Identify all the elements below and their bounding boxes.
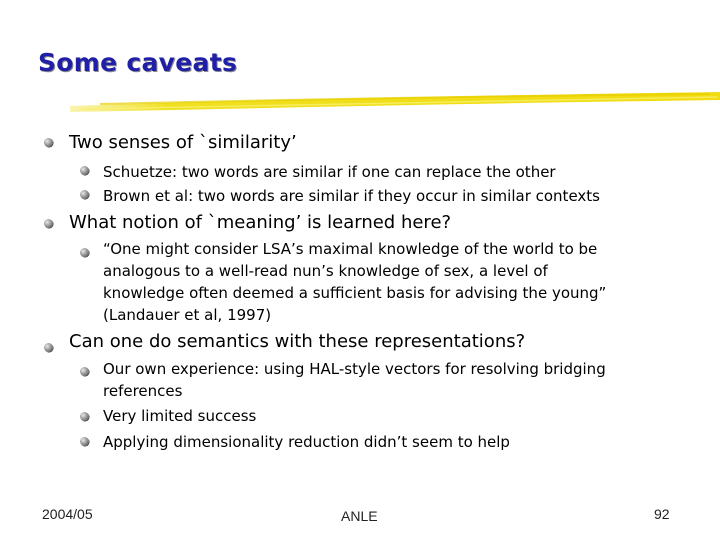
- footer-date: 2004/05: [42, 506, 93, 522]
- bullet-icon: [80, 367, 89, 376]
- bullet-icon: [80, 248, 89, 257]
- bullet-icon: [44, 343, 53, 352]
- bullet-icon: [80, 437, 89, 446]
- sub-bullet-text: Very limited success: [103, 407, 257, 425]
- sub-bullet-text: Applying dimensionality reduction didn’t seem to help: [103, 433, 510, 451]
- slide-title: Some caveats: [38, 48, 238, 77]
- title-underline: [70, 88, 720, 114]
- bullet-icon: [80, 190, 89, 199]
- bullet-text: Two senses of `similarity’: [69, 132, 297, 153]
- bullet-text: Can one do semantics with these representations?: [69, 331, 526, 352]
- bullet-icon: [44, 138, 53, 147]
- sub-bullet-text: Our own experience: using HAL-style vectors for resolving bridging references: [103, 360, 606, 400]
- bullet-text: What notion of `meaning’ is learned here?: [69, 212, 452, 233]
- bullet-icon: [80, 412, 89, 421]
- sub-bullet-text: Brown et al: two words are similar if they occur in similar contexts: [103, 187, 600, 205]
- sub-bullet-text: Schuetze: two words are similar if one can replace the other: [103, 163, 556, 181]
- bullet-icon: [44, 219, 53, 228]
- bullet-icon: [80, 166, 89, 175]
- slide-number: 92: [654, 506, 670, 522]
- quote-text: “One might consider LSA’s maximal knowledge of the world to be analogous to a well-read nun’s knowledge of sex, a level of knowledge often deemed a sufficient basis for advising the young” (Landauer et al, 1997): [103, 240, 607, 324]
- footer-course: ANLE: [341, 508, 378, 524]
